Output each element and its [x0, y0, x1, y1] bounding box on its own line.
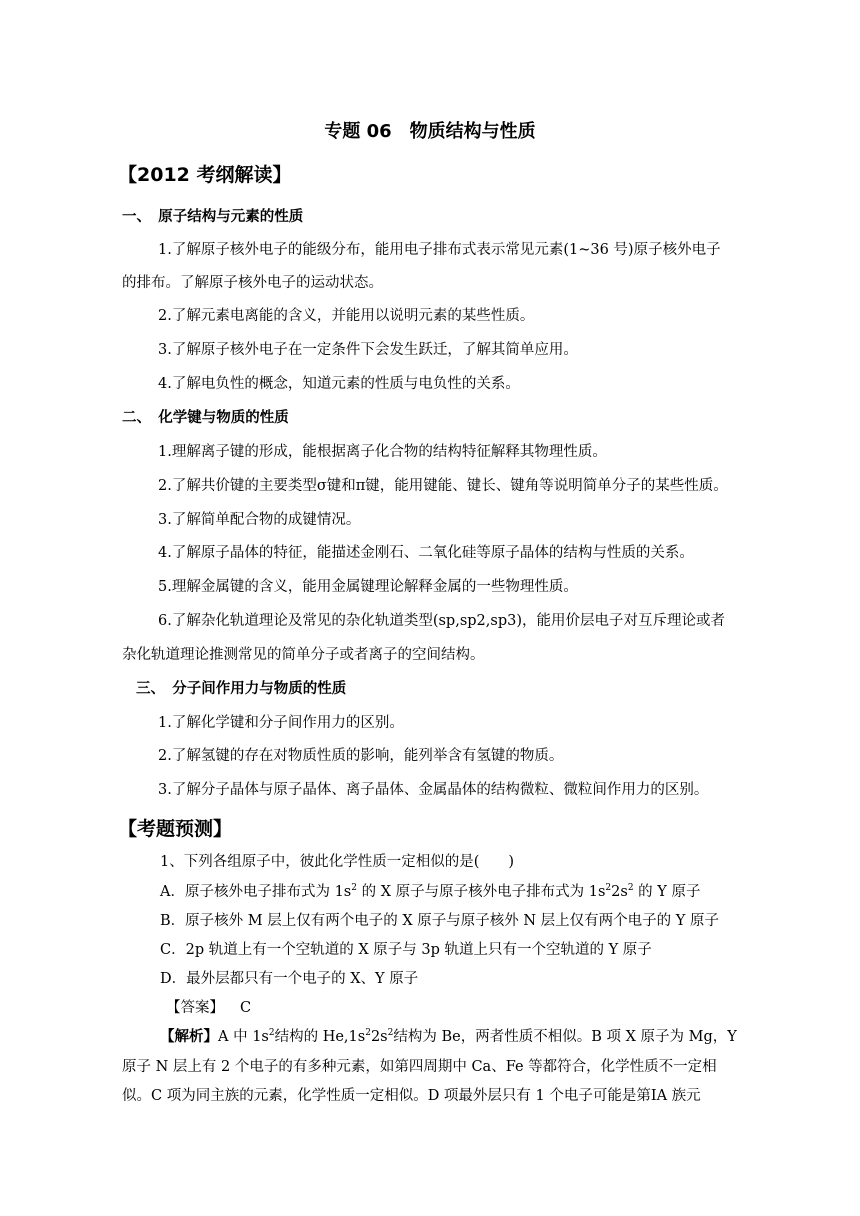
- part2-item-3: 3.了解简单配合物的成键情况。: [158, 512, 361, 528]
- part1-item-1: 1.了解原子核外电子的能级分布，能用电子排布式表示常见元素(1~36 号)原子核外电子: [158, 242, 721, 258]
- part3-heading: 三、 分子间作用力与物质的性质: [136, 681, 347, 697]
- analysis-text-1d: 结构为 Be，两者性质不相似。B 项 X 原子为 Mg，Y: [393, 1029, 737, 1045]
- question-option-b: B．原子核外 M 层上仅有两个电子的 X 原子与原子核外 N 层上仅有两个电子的 Y 原子: [160, 913, 719, 929]
- answer-label: 【答案】: [166, 1000, 224, 1016]
- section-heading-2012: 【2012 考纲解读】: [118, 164, 292, 186]
- question-option-a: [160, 880, 700, 901]
- part2-item-5: 5.理解金属键的含义，能用金属键理论解释金属的一些物理性质。: [158, 579, 578, 595]
- question-option-d: D．最外层都只有一个电子的 X、Y 原子: [160, 971, 419, 987]
- part3-item-2: 2.了解氢键的存在对物质性质的影响，能列举含有氢键的物质。: [158, 748, 564, 764]
- answer-value: C: [240, 1000, 252, 1016]
- part1-heading: 一、 原子结构与元素的性质: [122, 209, 304, 225]
- part2-item-4: 4.了解原子晶体的特征，能描述金刚石、二氧化硅等原子晶体的结构与性质的关系。: [158, 545, 694, 561]
- option-a-text-3: 2s: [611, 884, 628, 900]
- part2-item-1: 1.理解离子键的形成，能根据离子化合物的结构特征解释其物理性质。: [158, 444, 607, 460]
- analysis-line-1: [160, 1025, 737, 1046]
- option-a-text-1: A．原子核外电子排布式为 1s: [160, 884, 352, 900]
- part2-item-6-cont: 杂化轨道理论推测常见的简单分子或者离子的空间结构。: [122, 647, 485, 663]
- part2-item-2: 2.了解共价键的主要类型σ键和π键，能用键能、键长、键角等说明简单分子的某些性质。: [158, 478, 728, 494]
- option-a-sup-1: 2: [351, 883, 357, 894]
- analysis-sup-3: 2: [387, 1028, 394, 1039]
- question-option-c: C．2p 轨道上有一个空轨道的 X 原子与 3p 轨道上只有一个空轨道的 Y 原子: [160, 942, 652, 958]
- part2-heading: 二、 化学键与物质的性质: [122, 410, 289, 426]
- analysis-line-2: 原子 N 层上有 2 个电子的有多种元素，如第四周期中 Ca、Fe 等都符合，化学性质不一定相: [122, 1059, 717, 1075]
- part1-item-2: 2.了解元素电离能的含义，并能用以说明元素的某些性质。: [158, 308, 535, 324]
- page-title: 专题 06 物质结构与性质: [324, 121, 536, 142]
- part1-item-3: 3.了解原子核外电子在一定条件下会发生跃迁，了解其简单应用。: [158, 342, 578, 358]
- analysis-text-1a: A 中 1s: [218, 1029, 269, 1045]
- answer-line: [166, 996, 251, 1017]
- part1-item-4: 4.了解电负性的概念，知道元素的性质与电负性的关系。: [158, 376, 520, 392]
- analysis-text-1b: 结构的 He,1s: [274, 1029, 366, 1045]
- part2-item-6: 6.了解杂化轨道理论及常见的杂化轨道类型(sp,sp2,sp3)，能用价层电子对互斥理论或者: [158, 613, 725, 629]
- analysis-label: 【解析】: [160, 1028, 218, 1045]
- analysis-line-3: 似。C 项为同主族的元素，化学性质一定相似。D 项最外层只有 1 个电子可能是第ⅠA 族元: [122, 1088, 701, 1104]
- part1-item-1-cont: 的排布。了解原子核外电子的运动状态。: [122, 275, 383, 291]
- part3-item-1: 1.了解化学键和分子间作用力的区别。: [158, 715, 404, 731]
- option-a-sup-3: 2: [627, 883, 634, 894]
- analysis-text-1c: 2s: [370, 1029, 388, 1045]
- part3-item-3: 3.了解分子晶体与原子晶体、离子晶体、金属晶体的结构微粒、微粒间作用力的区别。: [158, 782, 709, 798]
- option-a-sup-2: 2: [605, 883, 612, 894]
- option-a-text-4: 的 Y 原子: [633, 884, 701, 900]
- analysis-sup-1: 2: [268, 1028, 275, 1039]
- question-stem: 1、下列各组原子中，彼此化学性质一定相似的是( ): [160, 854, 515, 870]
- section-heading-predict: 【考题预测】: [118, 818, 233, 840]
- analysis-sup-2: 2: [365, 1028, 371, 1039]
- option-a-text-2: 的 X 原子与原子核外电子排布式为 1s: [356, 884, 606, 900]
